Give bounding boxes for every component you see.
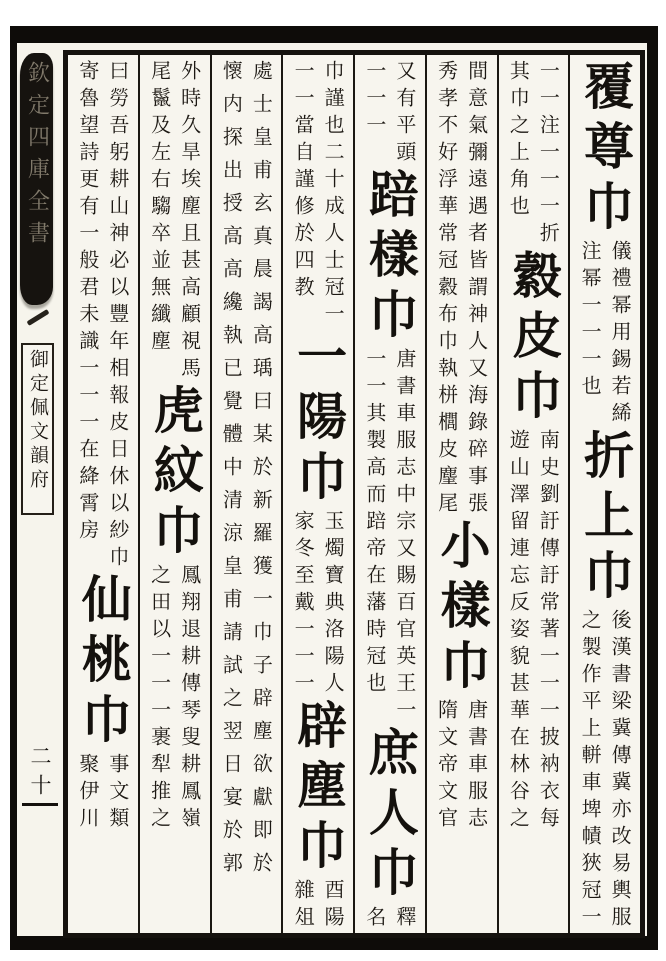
annotation-line-left: 隋文帝文官 <box>434 699 459 834</box>
annotation-line-left: 一一一 <box>362 60 387 141</box>
annotation-line-left: 注幂一一一也 <box>578 240 603 402</box>
annotation <box>427 60 497 519</box>
annotation-line-left: 一一當自謹修於四教 <box>291 60 316 303</box>
annotation <box>355 906 425 933</box>
annotation <box>68 60 138 573</box>
annotation-line-right: 玉燭寶典洛陽人 <box>321 510 346 699</box>
annotation <box>355 348 425 726</box>
work-title-text: 御定佩文韻府 <box>27 349 49 493</box>
annotation-line-right: 釋 <box>392 906 417 933</box>
annotation-line-left: 之製作平上軿車埤幘狹冠一 <box>578 609 603 933</box>
annotation <box>570 609 640 933</box>
annotation-line-left: 之田以一一一裹犁推之 <box>147 564 172 834</box>
annotation <box>499 429 569 834</box>
annotation-line-left: 懷内探出授高高纔執已覺體中清涼皇甫請試之翌日宴於郭 <box>219 60 244 885</box>
annotation-line-right: 又有平頭 <box>392 60 417 168</box>
page-border <box>10 26 658 950</box>
spine-margin <box>17 43 58 936</box>
annotation <box>283 510 353 699</box>
annotation-line-right: 儀禮幂用錫若絺 <box>608 240 633 429</box>
annotation-line-left: 遊山澤留連忘反姿貌甚華在林谷之 <box>506 429 531 834</box>
annotation-line-left: 雜俎 <box>291 879 316 933</box>
entry-title: 小樣巾 <box>432 519 491 699</box>
text-column-7 <box>138 55 210 933</box>
annotation-line-right: 處士皇甫玄真晨謁高瑀曰某於新羅獲一巾子辟塵欲獻即於 <box>249 60 274 885</box>
annotation <box>283 60 353 330</box>
text-column-4 <box>353 55 425 933</box>
annotation-line-left: 家冬至戴一一一 <box>291 510 316 699</box>
annotation-line-left: 名 <box>362 906 387 933</box>
text-column-6 <box>210 55 282 933</box>
entry-title: 仙桃巾 <box>73 573 132 753</box>
spine-title-box <box>21 343 54 515</box>
annotation-line-right: 酉陽 <box>321 879 346 933</box>
entry-title: 庶人巾 <box>360 726 419 906</box>
annotation-line-right: 後漢書梁冀傳冀亦改易輿服 <box>608 609 633 933</box>
collection-label-text: 欽定四庫全書 <box>24 61 50 253</box>
annotation-line-right: 間意氣彌遠遇者皆謂神人又海錄碎事張 <box>464 60 489 519</box>
entry-title: 覆尊巾 <box>576 60 635 240</box>
annotation <box>68 753 138 834</box>
text-column-8 <box>68 55 138 933</box>
annotation-line-left: 其巾之上角也 <box>506 60 531 222</box>
entry-title: 踣樣巾 <box>360 168 419 348</box>
annotation <box>283 879 353 933</box>
annotation-line-right: 南史劉訏傳訏常著一一一披衲衣每 <box>536 429 561 834</box>
annotation-line-left: 寄魯望詩更有一般君未識一一一在絳霄房 <box>75 60 100 546</box>
annotation-line-left: 一一其製高而踣帝在藩時冠也 <box>362 348 387 699</box>
annotation <box>212 60 282 885</box>
annotation-line-right: 巾謹也二十成人士冠一 <box>321 60 346 330</box>
entry-title: 辟塵巾 <box>289 699 348 879</box>
text-column-5 <box>281 55 353 933</box>
annotation-line-right: 事文類 <box>105 753 130 834</box>
spine-collection-label <box>20 53 53 305</box>
annotation-line-left: 聚伊川 <box>75 753 100 834</box>
entry-title: 虎紋巾 <box>145 384 204 564</box>
annotation-line-right: 唐書車服志中宗又賜百官英王一 <box>392 348 417 726</box>
annotation-line-left: 秀孝不好浮華常冠縠布巾執栟櫚皮麈尾 <box>434 60 459 519</box>
entry-title: 一陽巾 <box>289 330 348 510</box>
annotation-line-left: 尾鬣及左右騶卒並無纖塵 <box>147 60 172 357</box>
text-column-2 <box>497 55 569 933</box>
annotation-line-right: 外時久旱埃塵且甚高顧視馬 <box>177 60 202 384</box>
annotation <box>140 564 210 834</box>
text-column-1 <box>568 55 640 933</box>
folio-number: 二十 <box>28 745 52 803</box>
annotation-line-right: 曰勞吾躬耕山神必以豐年相報皮日休以紗巾 <box>105 60 130 573</box>
entry-title: 折上巾 <box>576 429 635 609</box>
annotation <box>570 240 640 429</box>
annotation-line-right: 一一注一一一折 <box>536 60 561 249</box>
annotation-line-right: 鳳翔退耕傳琴叟耕鳳嶺 <box>177 564 202 834</box>
annotation <box>499 60 569 249</box>
annotation <box>355 60 425 168</box>
ink-mark <box>26 309 49 326</box>
annotation <box>140 60 210 384</box>
annotation <box>427 699 497 834</box>
text-block <box>63 50 645 938</box>
text-column-3 <box>425 55 497 933</box>
entry-title: 縠皮巾 <box>504 249 563 429</box>
folio-rule <box>22 803 58 806</box>
annotation-line-right: 唐書車服志 <box>464 699 489 834</box>
